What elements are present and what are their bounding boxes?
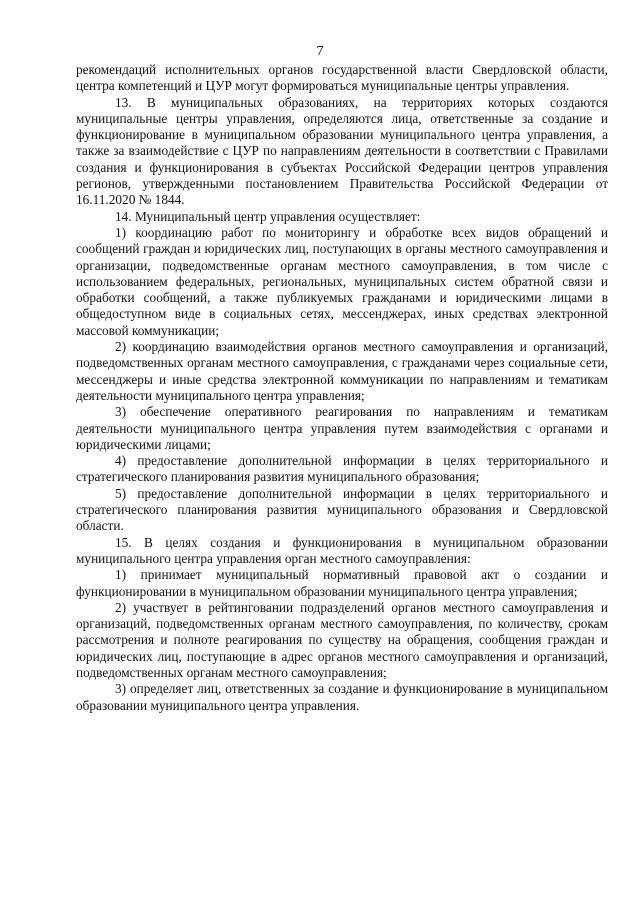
paragraph-15: 15. В целях создания и функционирования в муниципальном образовании муниципального центра управления орган местного самоуправления: [76,534,608,566]
list-item-14-4: 4) предоставление дополнительной информации в целях территориального и стратегического планирования развития муниципального образования; [76,453,608,485]
list-item-14-3: 3) обеспечение оперативного реагирования по направлениям и тематикам деятельности муниципального центра управления путем взаимодействия с органами и юридическими лицами; [76,404,608,452]
list-item-15-2: 2) участвует в рейтинговании подразделений органов местного самоуправления и организаций, подведомственных органам местного самоуправления, по количеству, срокам рассмотрения и полноте реагирования по существу на обращения, сообщения граждан и юридических лиц, поступающие в адрес органов местного самоуправления и организаций, подведомственных органам местного самоуправления; [76,599,608,680]
list-item-14-5: 5) предоставление дополнительной информации в целях территориального и стратегического планирования развития муниципального образования и Свердловской области. [76,485,608,534]
paragraph-continuation: рекомендаций исполнительных органов государственной власти Свердловской области, центра компетенций и ЦУР могут формироваться муниципальные центры управления. [76,62,608,94]
document-body [76,62,608,714]
list-item-14-2: 2) координацию взаимодействия органов местного самоуправления и организаций, подведомственных органам местного самоуправления, с гражданами через социальные сети, мессенджеры и иные средства электронной коммуникации по направлениям и тематикам деятельности муниципального центра управления; [76,339,608,403]
paragraph-13: 13. В муниципальных образованиях, на территориях которых создаются муниципальные центры управления, определяются лица, ответственные за создание и функционирование в муниципальном образовании муниципального центра управления, а также за взаимодействие с ЦУР по направлениям деятельности в соответствии с Правилами создания и функционирования в субъектах Российской Федерации центров управления регионов, утвержденными постановлением Правительства Российской Федерации от 16.11.2020 № 1844. [76,94,608,208]
list-item-14-1: 1) координацию работ по мониторингу и обработке всех видов обращений и сообщений граждан и юридических лиц, поступающих в органы местного самоуправления и организации, подведомственные органам местного самоуправления, в том числе с использованием федеральных, региональных, муниципальных систем обратной связи и обработки сообщений, а также публикуемых гражданами и юридическими лицами в общедоступном виде в социальных сетях, мессенджерах, иных средствах электронной массовой коммуникации; [76,224,608,338]
list-item-15-1: 1) принимает муниципальный нормативный правовой акт о создании и функционировании в муниципальном образовании муниципального центра управления; [76,567,608,599]
paragraph-14: 14. Муниципальный центр управления осуществляет: [115,208,421,224]
page-number: 7 [316,44,324,59]
list-item-15-3: 3) определяет лиц, ответственных за создание и функционирование в муниципальном образовании муниципального центра управления. [76,681,608,713]
